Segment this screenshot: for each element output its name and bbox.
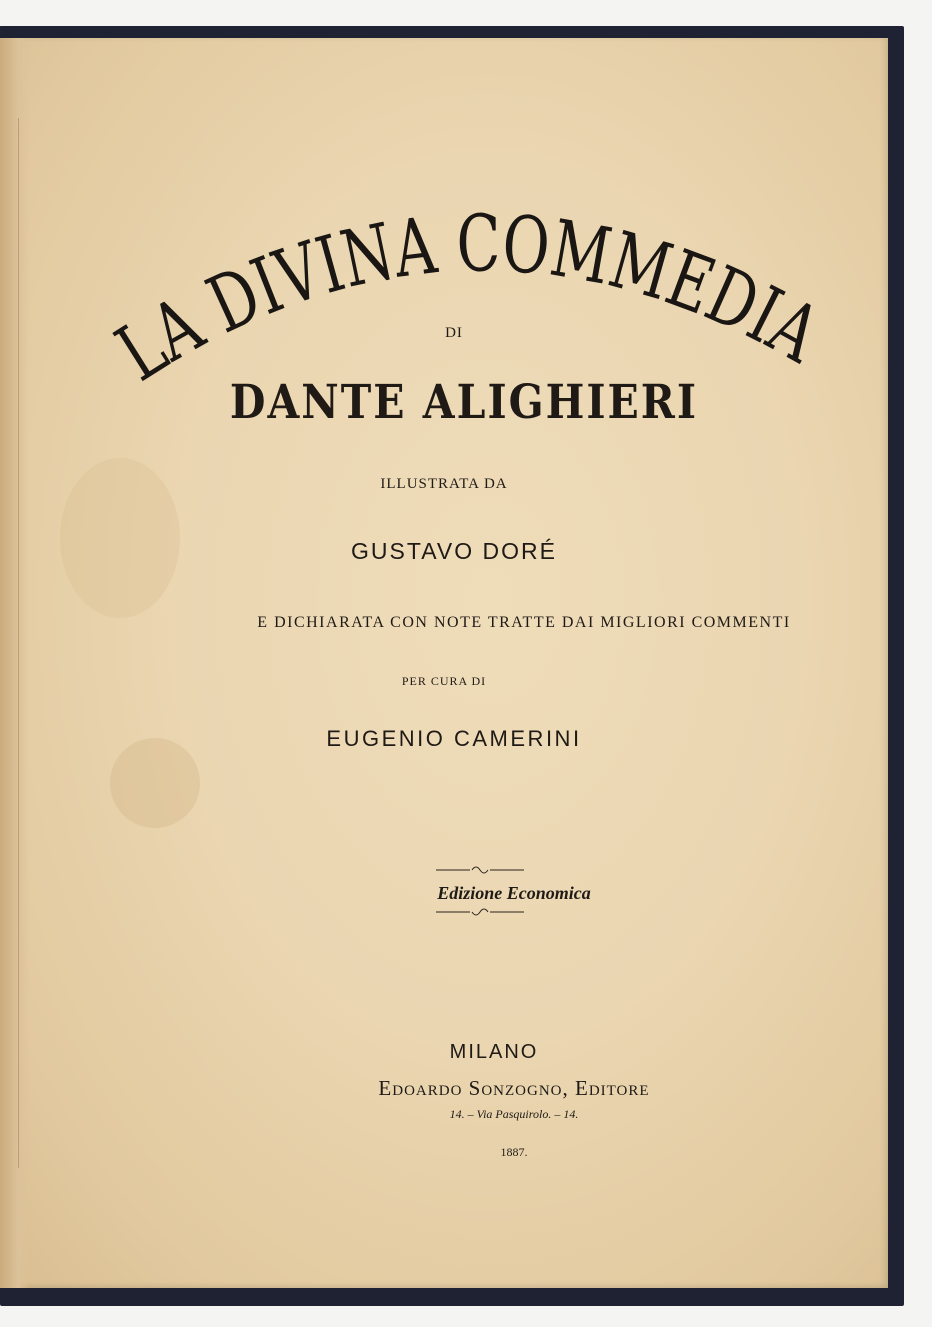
illustrator-name: GUSTAVO DORÉ xyxy=(351,538,557,564)
ornament-top xyxy=(436,864,524,876)
city: MILANO xyxy=(449,1041,539,1063)
illustrated-by-label: ILLUSTRATA DA xyxy=(380,476,508,492)
edition-label: Edizione Economica xyxy=(437,883,591,903)
author-name: DANTE ALIGHIERI xyxy=(229,374,699,430)
ornament-bottom xyxy=(436,906,524,918)
di-label: DI xyxy=(445,325,463,341)
publication-year: 1887. xyxy=(500,1145,528,1159)
edited-by-label: PER CURA DI xyxy=(401,674,487,688)
title-arch xyxy=(100,168,860,408)
publisher-address: 14. – Via Pasquirolo. – 14. xyxy=(449,1107,579,1121)
svg-text:LA DIVINA COMMEDIA xyxy=(102,199,847,399)
main-title: LA DIVINA COMMEDIA xyxy=(102,199,847,399)
editor-name: EUGENIO CAMERINI xyxy=(326,726,582,751)
publisher: Edoardo Sonzogno, Editore xyxy=(378,1076,650,1100)
binding-thread xyxy=(18,118,19,1168)
title-page xyxy=(0,38,888,1288)
annotation-line: E DICHIARATA CON NOTE TRATTE DAI MIGLIORI COMMENTI xyxy=(257,614,791,631)
